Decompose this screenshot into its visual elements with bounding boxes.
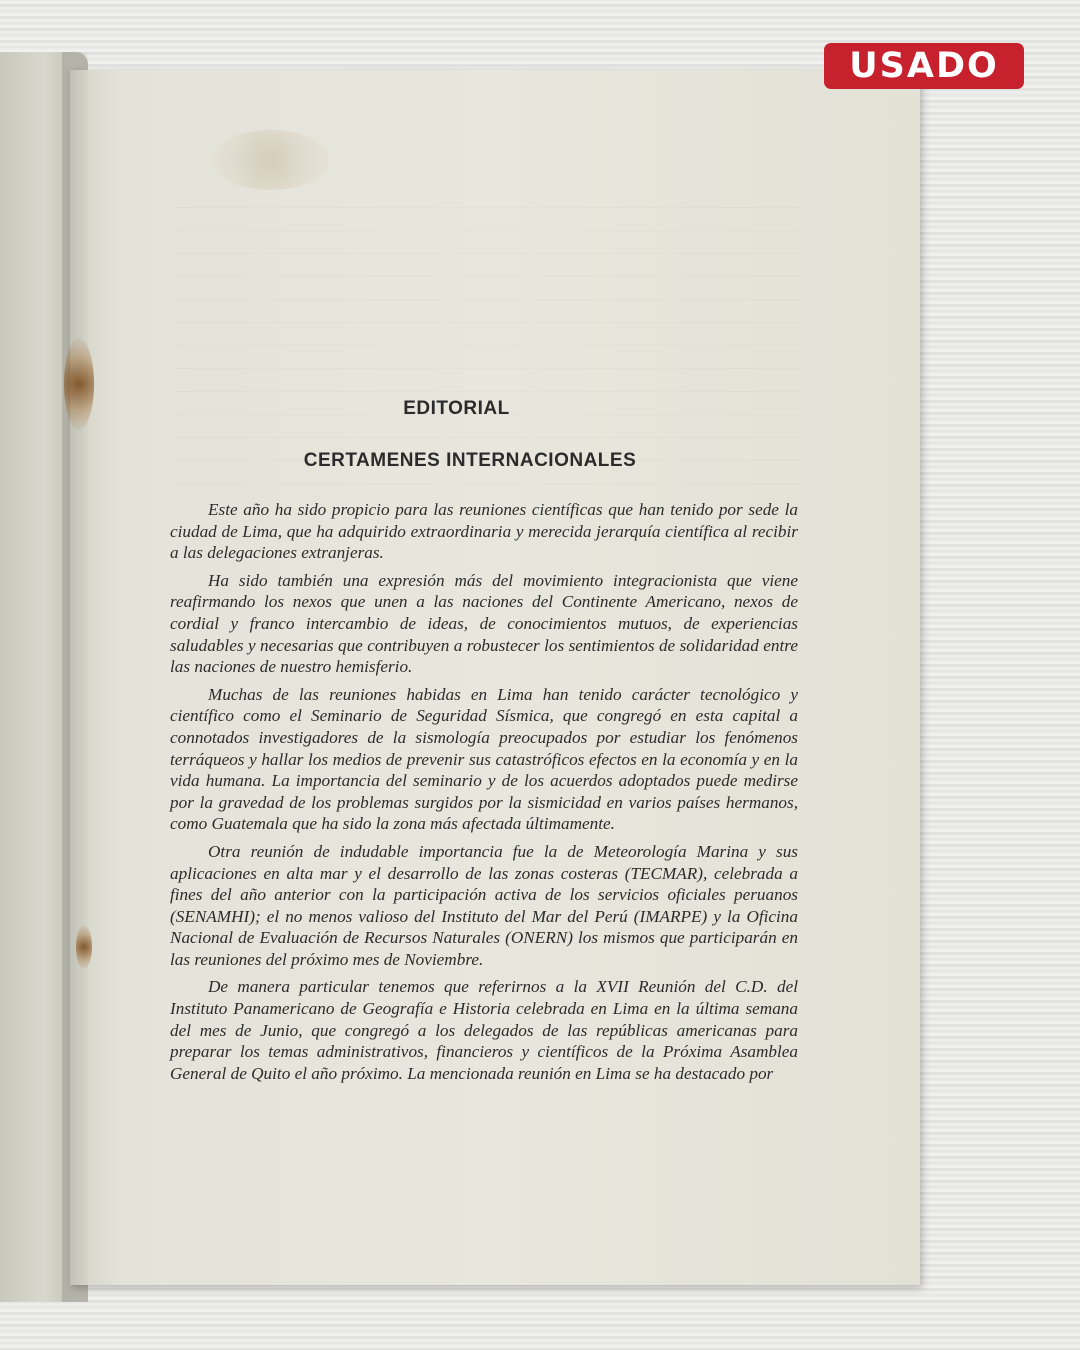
paragraph: Otra reunión de indudable importancia fue la de Meteorología Marina y sus aplicaciones en alta mar y el desarrollo de las zonas costeras (TECMAR), celebrada a fines del año anterior con la participación activa de los servicios oficiales peruanos (SENAMHI); el no menos valioso del Instituto del Mar del Perú (IMARPE) y la Oficina Nacional de Evaluación de Recursos Naturales (ONERN) los mismos que participarán en las reuniones del próximo mes de Noviembre. xyxy=(170,841,798,969)
paragraph: De manera particular tenemos que referirnos a la XVII Reunión del C.D. del Instituto Panamericano de Geografía e Historia celebrada en Lima en la última semana del mes de Junio, que congregó a los delegados de las repúblicas americanas para preparar los temas administrativos, financieros y científicos de la Próxima Asamblea General de Quito el año próximo. La mencionada reunión en Lima se ha destacado por xyxy=(170,977,798,1083)
paragraph: Este año ha sido propicio para las reuniones científicas que han tenido por sede la ciudad de Lima, que ha adquirido extraordinaria y merecida jerarquía científica al recibir a las delegaciones extranjeras. xyxy=(170,500,798,563)
page-content xyxy=(170,398,798,1090)
used-badge: USADO xyxy=(824,43,1024,89)
spine-shadow xyxy=(62,52,88,1302)
paragraph: Muchas de las reuniones habidas en Lima han tenido carácter tecnológico y científico como el Seminario de Seguridad Sísmica, que congregó en esta capital a connotados investigadores de la sismología preocupados por estudiar los fenómenos terráqueos y hallar los medios de prevenir sus catastróficos efectos en la economía y en la vida humana. La importancia del seminario y de los acuerdos adoptados puede medirse por la gravedad de los problemas surgidos por la sismicidad en varios países hermanos, como Guatemala que ha sido la zona más afectada últimamente. xyxy=(170,684,798,834)
rust-stain-top xyxy=(64,338,94,430)
page-title: EDITORIAL xyxy=(403,398,510,419)
page-subtitle: CERTAMENES INTERNACIONALES xyxy=(303,450,637,471)
paragraph: Ha sido también una expresión más del movimiento integracionista que viene reafirmando los nexos que unen a las naciones del Continente Americano, nexos de cordial y franco intercambio de ideas, de conocimientos mutuos, de experiencias saludables y necesarias que contribuyen a robustecer los sentimientos de solidaridad entre las naciones de nuestro hemisferio. xyxy=(170,570,798,677)
rust-stain-bottom xyxy=(76,925,92,969)
faint-stain-top xyxy=(210,130,330,190)
